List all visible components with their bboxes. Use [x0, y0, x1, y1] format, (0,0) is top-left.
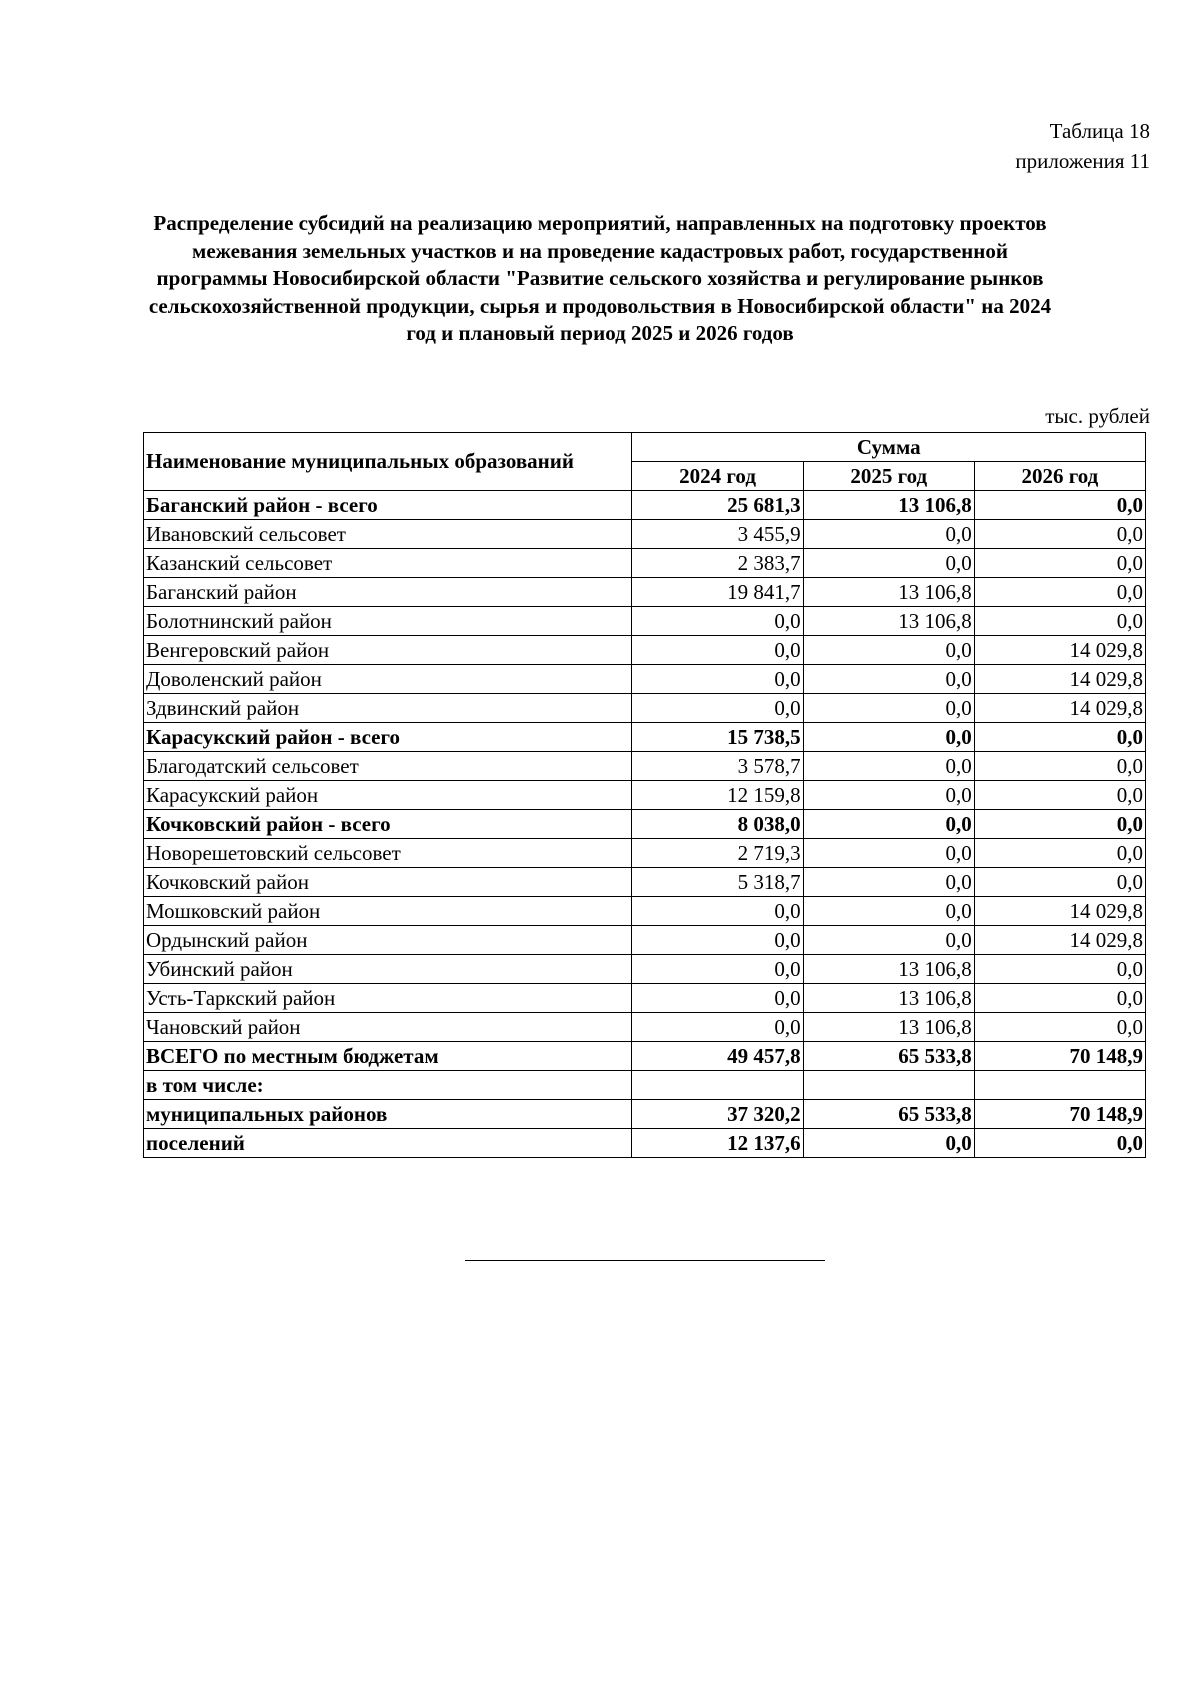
units-label: тыс. рублей [1045, 404, 1150, 428]
table-row [144, 636, 1146, 665]
value-2026-cell: 0,0 [974, 752, 1145, 781]
value-2026-cell: 0,0 [974, 578, 1145, 607]
value-2024-cell: 3 578,7 [632, 752, 803, 781]
value-2024-cell: 37 320,2 [632, 1100, 803, 1129]
table-row [144, 520, 1146, 549]
row-name-cell: Чановский район [144, 1013, 632, 1042]
value-2026-cell: 0,0 [974, 549, 1145, 578]
value-2026-cell: 0,0 [974, 868, 1145, 897]
document-title: Распределение субсидий на реализацию мероприятий, направленных на подготовку проектов межевания земельных участков и на проведение кадастровых работ, государственной программы Новосибирской области "Развитие сельского хозяйства и регулирование рынков сельскохозяйственной продукции, сырья и продовольствия в Новосибирской области" на 2024 год и плановый период 2025 и 2026 годов [148, 211, 1052, 345]
row-name-cell: Новорешетовский сельсовет [144, 839, 632, 868]
row-name-cell: Венгеровский район [144, 636, 632, 665]
value-2026-cell: 0,0 [974, 1013, 1145, 1042]
table-row [144, 752, 1146, 781]
row-name-cell: ВСЕГО по местным бюджетам [144, 1042, 632, 1071]
table-row [144, 665, 1146, 694]
value-2025-cell: 65 533,8 [803, 1042, 974, 1071]
table-row [144, 926, 1146, 955]
value-2026-cell: 70 148,9 [974, 1100, 1145, 1129]
table-row [144, 810, 1146, 839]
value-2025-cell: 13 106,8 [803, 1013, 974, 1042]
row-name-cell: Карасукский район [144, 781, 632, 810]
table-row [144, 955, 1146, 984]
value-2024-cell: 0,0 [632, 665, 803, 694]
value-2025-cell: 0,0 [803, 839, 974, 868]
value-2024-cell: 15 738,5 [632, 723, 803, 752]
table-body [144, 491, 1146, 1158]
row-name-cell: Благодатский сельсовет [144, 752, 632, 781]
value-2025-cell: 0,0 [803, 897, 974, 926]
value-2024-cell: 0,0 [632, 926, 803, 955]
appendix-number: приложения 11 [1015, 149, 1150, 173]
row-name-cell: Баганский район - всего [144, 491, 632, 520]
value-2025-cell: 13 106,8 [803, 984, 974, 1013]
table-row [144, 1129, 1146, 1158]
row-name-cell: Казанский сельсовет [144, 549, 632, 578]
value-2024-cell: 12 159,8 [632, 781, 803, 810]
row-name-cell: Кочковский район - всего [144, 810, 632, 839]
value-2025-cell: 0,0 [803, 665, 974, 694]
value-2024-cell: 8 038,0 [632, 810, 803, 839]
row-name-cell: Карасукский район - всего [144, 723, 632, 752]
value-2024-cell: 0,0 [632, 984, 803, 1013]
value-2026-cell: 14 029,8 [974, 926, 1145, 955]
value-2026-cell: 0,0 [974, 810, 1145, 839]
value-2026-cell [974, 1071, 1145, 1100]
table-row [144, 984, 1146, 1013]
value-2024-cell: 0,0 [632, 955, 803, 984]
column-header-2026: 2026 год [974, 462, 1145, 491]
value-2024-cell: 3 455,9 [632, 520, 803, 549]
value-2026-cell: 14 029,8 [974, 665, 1145, 694]
value-2024-cell: 19 841,7 [632, 578, 803, 607]
value-2024-cell: 0,0 [632, 897, 803, 926]
value-2024-cell: 0,0 [632, 636, 803, 665]
value-2025-cell: 0,0 [803, 694, 974, 723]
document-reference [1015, 116, 1150, 176]
value-2026-cell: 0,0 [974, 984, 1145, 1013]
column-header-2024: 2024 год [632, 462, 803, 491]
value-2025-cell: 13 106,8 [803, 955, 974, 984]
value-2026-cell: 0,0 [974, 839, 1145, 868]
closing-rule [465, 1260, 825, 1261]
value-2025-cell: 65 533,8 [803, 1100, 974, 1129]
table-row [144, 1042, 1146, 1071]
value-2025-cell: 0,0 [803, 723, 974, 752]
table-row [144, 1013, 1146, 1042]
row-name-cell: поселений [144, 1129, 632, 1158]
value-2024-cell: 12 137,6 [632, 1129, 803, 1158]
value-2024-cell: 5 318,7 [632, 868, 803, 897]
value-2025-cell: 0,0 [803, 1129, 974, 1158]
table-row [144, 1100, 1146, 1129]
table-row [144, 781, 1146, 810]
table-row [144, 839, 1146, 868]
value-2025-cell: 0,0 [803, 926, 974, 955]
table-row [144, 1071, 1146, 1100]
value-2026-cell: 0,0 [974, 955, 1145, 984]
row-name-cell: Кочковский район [144, 868, 632, 897]
value-2024-cell: 0,0 [632, 1013, 803, 1042]
row-name-cell: Убинский район [144, 955, 632, 984]
value-2024-cell: 25 681,3 [632, 491, 803, 520]
value-2024-cell: 0,0 [632, 607, 803, 636]
value-2025-cell [803, 1071, 974, 1100]
row-name-cell: Доволенский район [144, 665, 632, 694]
table-row [144, 694, 1146, 723]
value-2025-cell: 13 106,8 [803, 491, 974, 520]
row-name-cell: в том числе: [144, 1071, 632, 1100]
value-2026-cell: 14 029,8 [974, 636, 1145, 665]
subsidy-table [143, 432, 1146, 1158]
table-row [144, 549, 1146, 578]
value-2024-cell: 49 457,8 [632, 1042, 803, 1071]
value-2024-cell: 0,0 [632, 694, 803, 723]
value-2026-cell: 0,0 [974, 491, 1145, 520]
table-row [144, 607, 1146, 636]
value-2026-cell: 0,0 [974, 1129, 1145, 1158]
value-2026-cell: 0,0 [974, 520, 1145, 549]
value-2026-cell: 14 029,8 [974, 694, 1145, 723]
column-header-sum: Сумма [632, 433, 1146, 462]
table-row [144, 897, 1146, 926]
value-2025-cell: 13 106,8 [803, 607, 974, 636]
table-row [144, 723, 1146, 752]
row-name-cell: Усть-Таркский район [144, 984, 632, 1013]
value-2026-cell: 70 148,9 [974, 1042, 1145, 1071]
column-header-name: Наименование муниципальных образований [144, 433, 632, 491]
table-row [144, 868, 1146, 897]
value-2024-cell: 2 383,7 [632, 549, 803, 578]
column-header-2025: 2025 год [803, 462, 974, 491]
row-name-cell: Ордынский район [144, 926, 632, 955]
value-2025-cell: 0,0 [803, 781, 974, 810]
value-2026-cell: 0,0 [974, 607, 1145, 636]
table-row [144, 491, 1146, 520]
table-row [144, 578, 1146, 607]
value-2025-cell: 0,0 [803, 810, 974, 839]
value-2025-cell: 0,0 [803, 520, 974, 549]
value-2025-cell: 0,0 [803, 549, 974, 578]
row-name-cell: муниципальных районов [144, 1100, 632, 1129]
value-2024-cell [632, 1071, 803, 1100]
table-number: Таблица 18 [1049, 119, 1150, 143]
value-2026-cell: 0,0 [974, 781, 1145, 810]
value-2024-cell: 2 719,3 [632, 839, 803, 868]
value-2025-cell: 0,0 [803, 636, 974, 665]
row-name-cell: Мошковский район [144, 897, 632, 926]
value-2026-cell: 0,0 [974, 723, 1145, 752]
row-name-cell: Ивановский сельсовет [144, 520, 632, 549]
value-2026-cell: 14 029,8 [974, 897, 1145, 926]
row-name-cell: Баганский район [144, 578, 632, 607]
value-2025-cell: 0,0 [803, 752, 974, 781]
value-2025-cell: 0,0 [803, 868, 974, 897]
value-2025-cell: 13 106,8 [803, 578, 974, 607]
row-name-cell: Болотнинский район [144, 607, 632, 636]
row-name-cell: Здвинский район [144, 694, 632, 723]
